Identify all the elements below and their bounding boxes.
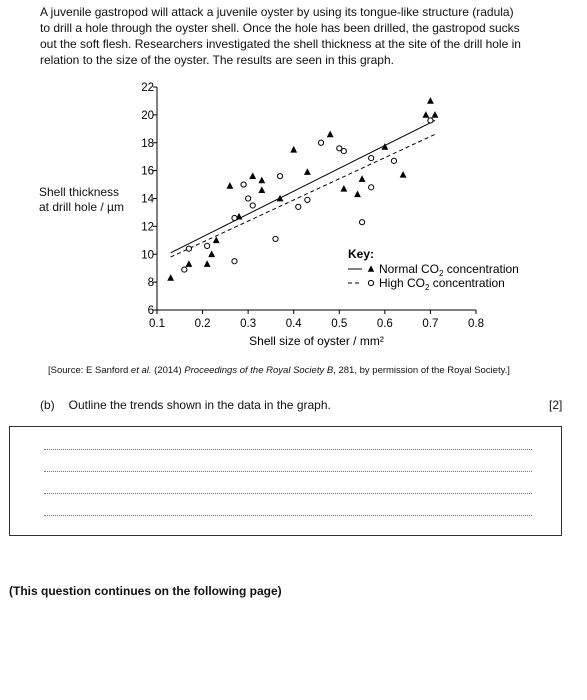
- x-tick-label: 0.2: [194, 318, 211, 330]
- high-co2-point: [232, 215, 237, 220]
- source-before: [Source: E Sanford: [48, 365, 131, 376]
- continuation-note: (This question continues on the following page): [9, 584, 282, 598]
- high-co2-point: [341, 149, 346, 154]
- answer-box[interactable]: [9, 426, 562, 536]
- question-label: (b): [40, 398, 55, 412]
- high-co2-point: [391, 158, 396, 163]
- intro-line: to drill a hole through the oyster shell. Once the hole has been drilled, the gastropod sucks: [40, 21, 520, 35]
- question-text: Outline the trends shown in the data in the graph.: [68, 398, 331, 412]
- normal-co2-point: [204, 260, 211, 267]
- answer-line[interactable]: [44, 449, 532, 450]
- y-axis-label-line: Shell thickness: [39, 185, 120, 199]
- normal-co2-point: [185, 260, 192, 267]
- high-co2-point: [359, 220, 364, 225]
- x-tick-label: 0.3: [240, 318, 257, 330]
- high-co2-point: [277, 174, 282, 179]
- y-tick-label: 8: [147, 277, 154, 290]
- normal-co2-point: [213, 237, 220, 244]
- high-co2-point: [250, 203, 255, 208]
- legend-label: Normal $CO_2$ concentration: [379, 262, 519, 278]
- normal-co2-point: [167, 274, 174, 281]
- normal-co2-point: [427, 97, 434, 104]
- high-co2-trend-line: [171, 134, 435, 257]
- y-tick-label: 16: [141, 165, 154, 178]
- y-tick-label: 14: [141, 193, 154, 206]
- question-marks: [2]: [549, 398, 563, 412]
- legend-circle-marker: [368, 280, 373, 285]
- legend-title: Key:: [348, 247, 375, 261]
- high-co2-point: [273, 236, 278, 241]
- normal-co2-point: [359, 175, 366, 182]
- x-tick-label: 0.5: [331, 318, 348, 330]
- x-axis-label: Shell size of oyster / mm²: [249, 334, 384, 348]
- source-journal: Proceedings of the Royal Society B: [184, 365, 334, 376]
- high-co2-point: [318, 140, 323, 145]
- x-tick-label: 0.8: [468, 318, 484, 330]
- high-co2-point: [305, 197, 310, 202]
- normal-co2-point: [208, 250, 215, 257]
- high-co2-point: [205, 243, 210, 248]
- legend-triangle-marker: [368, 265, 374, 271]
- intro-line: out the soft flesh. Researchers investigated the shell thickness at the site of the drill hole in: [40, 37, 521, 51]
- high-co2-point: [232, 259, 237, 264]
- y-axis-label-line: at drill hole / µm: [39, 200, 124, 214]
- normal-co2-point: [304, 168, 311, 175]
- normal-co2-point: [400, 171, 407, 178]
- normal-co2-point: [290, 146, 297, 153]
- high-co2-point: [241, 182, 246, 187]
- normal-co2-point: [340, 185, 347, 192]
- high-co2-point: [369, 185, 374, 190]
- y-tick-label: 10: [141, 249, 154, 262]
- normal-co2-point: [432, 111, 439, 118]
- question-b: [40, 398, 331, 412]
- normal-co2-point: [258, 177, 265, 184]
- normal-co2-point: [258, 186, 265, 193]
- high-co2-point: [182, 267, 187, 272]
- x-tick-label: 0.7: [422, 318, 439, 330]
- source-after: , 281, by permission of the Royal Society.]: [333, 365, 510, 376]
- high-co2-point: [369, 155, 374, 160]
- source-middle: (2014): [151, 365, 185, 376]
- high-co2-point: [186, 246, 191, 251]
- y-tick-label: 12: [141, 221, 154, 234]
- normal-co2-point: [327, 131, 334, 138]
- x-tick-label: 0.6: [376, 318, 393, 330]
- y-tick-label: 6: [147, 305, 154, 317]
- normal-co2-point: [277, 195, 284, 202]
- normal-co2-point: [422, 111, 429, 118]
- intro-line: A juvenile gastropod will attack a juvenile oyster by using its tongue-like structure (radula): [40, 5, 514, 19]
- source-italic-etal: et al.: [130, 365, 152, 376]
- answer-line[interactable]: [44, 471, 532, 472]
- high-co2-point: [246, 196, 251, 201]
- normal-co2-point: [354, 191, 361, 198]
- x-tick-label: 0.4: [285, 318, 302, 330]
- answer-line[interactable]: [44, 515, 532, 516]
- y-tick-label: 18: [141, 137, 154, 150]
- high-co2-point: [428, 118, 433, 123]
- normal-co2-point: [226, 182, 233, 189]
- y-tick-label: 22: [141, 82, 154, 94]
- normal-co2-trend-line: [171, 120, 435, 252]
- answer-line[interactable]: [44, 493, 532, 494]
- high-co2-point: [296, 204, 301, 209]
- intro-line: relation to the size of the oyster. The results are seen in this graph.: [40, 53, 394, 67]
- y-tick-label: 20: [141, 109, 154, 122]
- legend-label: High $CO_2$ concentration: [379, 276, 505, 292]
- normal-co2-point: [249, 172, 256, 179]
- x-tick-label: 0.1: [149, 318, 165, 330]
- source-citation: [48, 365, 510, 376]
